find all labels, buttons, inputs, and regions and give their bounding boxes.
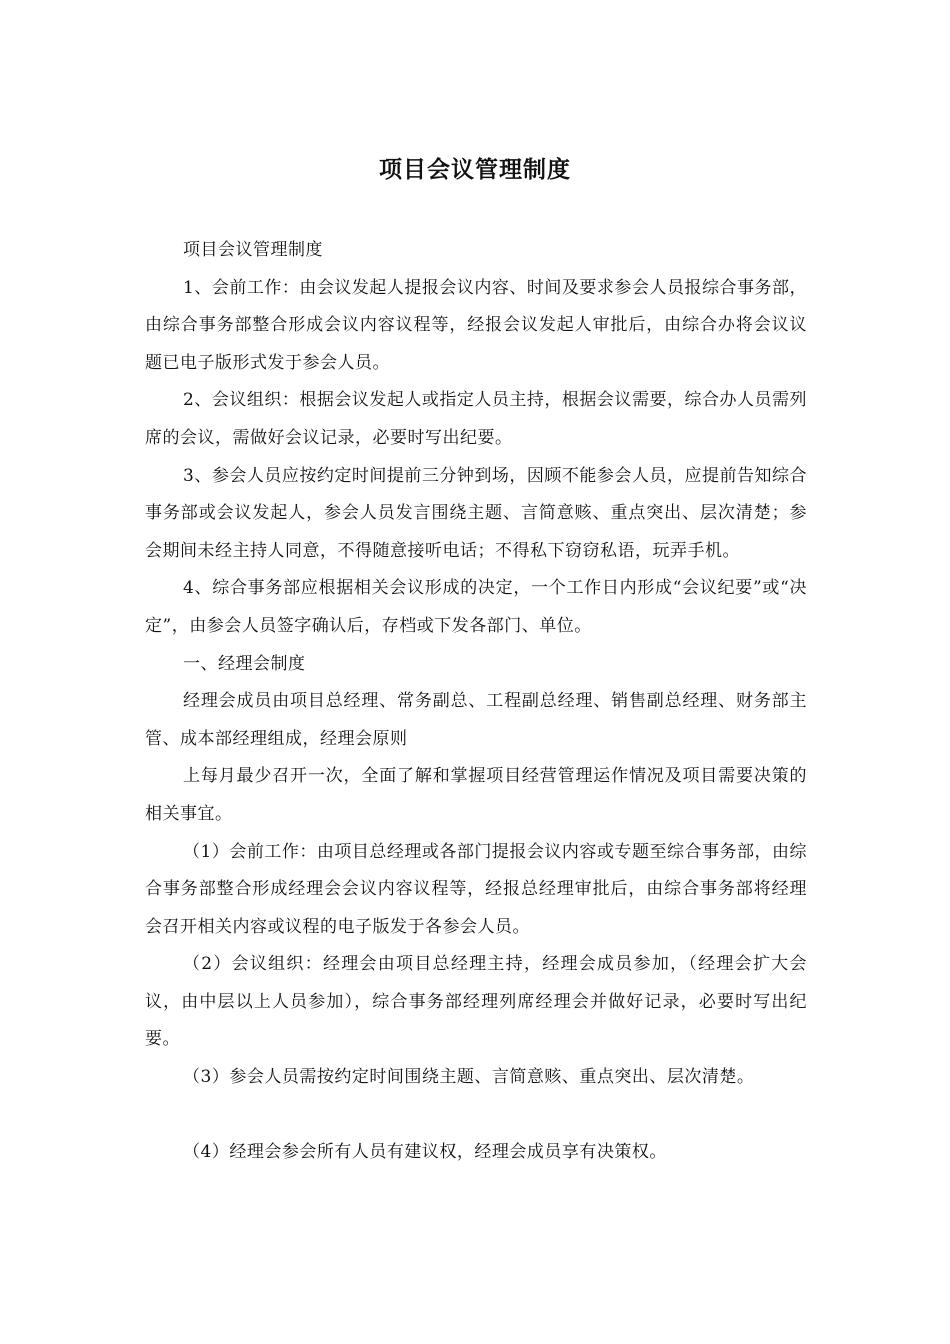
paragraph-manager-attendee-rules: （3）参会人员需按约定时间围绕主题、言简意赅、重点突出、层次清楚。	[183, 1067, 755, 1088]
document-body	[145, 232, 807, 1171]
paragraph-attendee-rules: 3、参会人员应按约定时间提前三分钟到场，因顾不能参会人员，应提前告知综合事务部或会议发起人，参会人员发言围绕主题、言简意赅、重点突出、层次清楚；参会期间未经主持人同意，不得随意接听电话；不得私下窃窃私语，玩弄手机。	[145, 465, 807, 561]
blank-line	[145, 1097, 807, 1134]
paragraph-meeting-organization: 2、会议组织：根据会议发起人或指定人员主持，根据会议需要，综合办人员需列席的会议，需做好会议记录，必要时写出纪要。	[145, 390, 807, 448]
paragraph-manager-meeting-frequency: 上每月最少召开一次，全面了解和掌握项目经营管理运作情况及项目需要决策的相关事宜。	[145, 766, 807, 824]
paragraph-subtitle: 项目会议管理制度	[183, 240, 323, 260]
paragraph-pre-meeting-work: 1、会前工作：由会议发起人提报会议内容、时间及要求参会人员报综合事务部，由综合事务部整合形成会议内容议程等，经报会议发起人审批后，由综合办将会议议题已电子版形式发于参会人员。	[145, 277, 807, 373]
paragraph-meeting-minutes: 4、综合事务部应根据相关会议形成的决定，一个工作日内形成“会议纪要”或“决定”，由参会人员签字确认后，存档或下发各部门、单位。	[145, 578, 807, 636]
paragraph-decision-rights: （4）经理会参会所有人员有建议权，经理会成员享有决策权。	[183, 1141, 667, 1162]
document-title: 项目会议管理制度	[379, 157, 571, 183]
paragraph-manager-meeting-organization: （2）会议组织：经理会由项目总经理主持，经理会成员参加，（经理会扩大会议，由中层以上人员参加），综合事务部经理列席经理会并做好记录，必要时写出纪要。	[145, 954, 807, 1050]
paragraph-manager-meeting-members: 经理会成员由项目总经理、常务副总、工程副总经理、销售副总经理、财务部主管、成本部经理组成，经理会原则	[145, 691, 807, 749]
paragraph-manager-pre-meeting-work: （1）会前工作：由项目总经理或各部门提报会议内容或专题至综合事务部，由综合事务部整合形成经理会会议内容议程等，经报总经理审批后，由综合事务部将经理会召开相关内容或议程的电子版发于各参会人员。	[145, 841, 807, 937]
section-heading-manager-meeting: 一、经理会制度	[183, 653, 306, 674]
